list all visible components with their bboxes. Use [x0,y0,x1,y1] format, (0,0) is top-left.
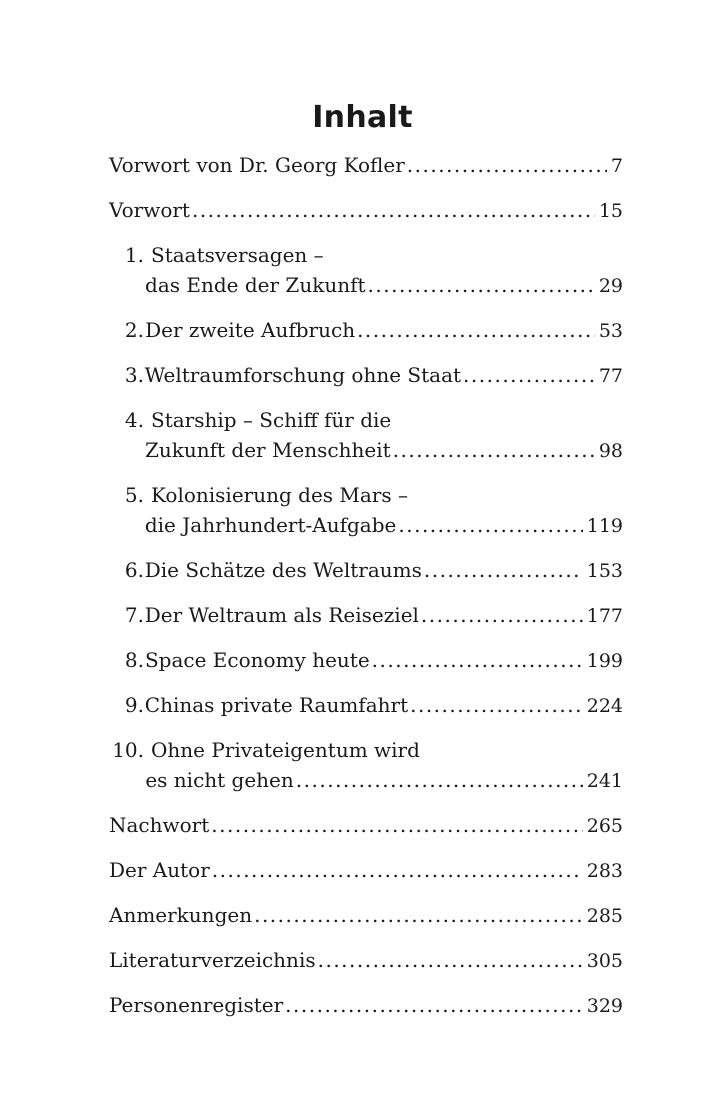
dot-leader [357,315,595,345]
toc-entry-line [109,150,623,180]
toc-entry-page-number: 224 [586,695,623,717]
toc-entry-line [109,555,623,585]
toc-entry-label: es nicht gehen [145,768,294,792]
toc-entry[interactable] [109,945,623,975]
toc-entry-label: Vorwort von Dr. Georg Kofler [109,153,405,177]
toc-entry-page-number: 283 [586,860,623,882]
toc-entry-page-number: 53 [598,320,623,342]
toc-entry[interactable] [109,690,623,720]
toc-entry-label: Der Weltraum als Reiseziel [144,603,419,627]
toc-entry-page-number: 285 [586,905,623,927]
toc-entry[interactable] [109,600,623,630]
toc-entry-label: Zukunft der Menschheit [144,438,391,462]
toc-entry-page-number: 177 [586,605,623,627]
toc-entry-line [109,195,623,225]
toc-entry-page-number: 153 [586,560,623,582]
table-of-contents [109,150,623,1020]
toc-entry-label: Die Schätze des Weltraums [144,558,422,582]
dot-leader [368,270,595,300]
dot-leader [424,555,583,585]
toc-entry-line [109,360,623,390]
toc-entry-label: Vorwort [109,198,190,222]
toc-entry[interactable] [109,735,623,795]
toc-entry-label: Der zweite Aufbruch [145,318,356,342]
toc-entry-number: 3. [124,363,144,387]
toc-entry-number: 5. [124,483,144,507]
toc-entry-label: Weltraumforschung ohne Staat [144,363,462,387]
dot-leader [192,195,595,225]
dot-leader [372,645,583,675]
toc-entry-line [109,405,623,435]
toc-entry-line [109,435,623,465]
toc-entry-number: 9. [124,693,144,717]
toc-entry-label: Kolonisierung des Mars – [151,483,408,507]
toc-entry-label: Personenregister [109,993,284,1017]
toc-entry[interactable] [109,315,623,345]
toc-entry-page-number: 15 [598,200,623,222]
toc-entry-label: Literaturverzeichnis [109,948,316,972]
toc-entry-page-number: 305 [586,950,623,972]
toc-entry-label: Staatsversagen – [151,243,324,267]
toc-entry-line [109,645,623,675]
toc-entry-line [109,690,623,720]
toc-entry-page-number: 329 [586,995,623,1017]
toc-entry[interactable] [109,195,623,225]
toc-entry-page-number: 29 [598,275,623,297]
toc-entry-line [109,945,623,975]
toc-entry[interactable] [109,810,623,840]
toc-entry-label: Nachwort [109,813,210,837]
toc-entry-label: Starship – Schiff für die [151,408,392,432]
dot-leader [421,600,583,630]
toc-entry[interactable] [109,405,623,465]
toc-entry-page-number: 119 [586,515,623,537]
toc-entry[interactable] [109,855,623,885]
toc-entry-line [109,810,623,840]
dot-leader [212,855,583,885]
dot-leader [318,945,583,975]
toc-entry-number: 1. [124,243,144,267]
dot-leader [211,810,582,840]
dot-leader [285,990,583,1020]
toc-entry-label: Der Autor [109,858,210,882]
toc-entry-line [109,990,623,1020]
dot-leader [393,435,595,465]
toc-entry-page-number: 77 [598,365,623,387]
toc-entry-number: 2. [124,318,144,342]
page-title: Inhalt [312,100,413,136]
toc-entry-label: Ohne Privateigentum wird [151,738,420,762]
toc-entry-line [109,900,623,930]
toc-entry-line [109,600,623,630]
dot-leader [463,360,595,390]
dot-leader [296,765,583,795]
toc-entry[interactable] [109,240,623,300]
toc-entry-page-number: 7 [610,155,623,177]
toc-entry-label: die Jahrhundert-Aufgabe [144,513,397,537]
toc-entry-line [109,855,623,885]
toc-entry[interactable] [109,150,623,180]
toc-entry-number: 4. [124,408,144,432]
toc-entry[interactable] [109,480,623,540]
toc-entry-line [109,765,623,795]
toc-entry[interactable] [109,900,623,930]
toc-entry-label: Chinas private Raumfahrt [144,693,409,717]
toc-entry[interactable] [109,990,623,1020]
toc-entry[interactable] [109,645,623,675]
toc-entry-page-number: 199 [586,650,623,672]
toc-entry-label: Anmerkungen [109,903,253,927]
toc-entry-line [109,480,623,510]
toc-entry-line [109,315,623,345]
dot-leader [407,150,607,180]
toc-entry-label: das Ende der Zukunft [145,273,366,297]
toc-entry[interactable] [109,360,623,390]
toc-entry-line [109,240,623,270]
toc-entry-page-number: 241 [586,770,623,792]
toc-entry-number: 6. [124,558,144,582]
toc-entry-number: 10. [112,738,144,762]
toc-entry-line [109,270,623,300]
toc-entry-number: 8. [124,648,144,672]
toc-entry[interactable] [109,555,623,585]
toc-entry-number: 7. [124,603,144,627]
dot-leader [410,690,583,720]
dot-leader [254,900,583,930]
toc-entry-page-number: 98 [598,440,623,462]
toc-entry-page-number: 265 [586,815,623,837]
toc-entry-line [109,735,623,765]
toc-entry-label: Space Economy heute [144,648,370,672]
toc-entry-line [109,510,623,540]
dot-leader [398,510,582,540]
